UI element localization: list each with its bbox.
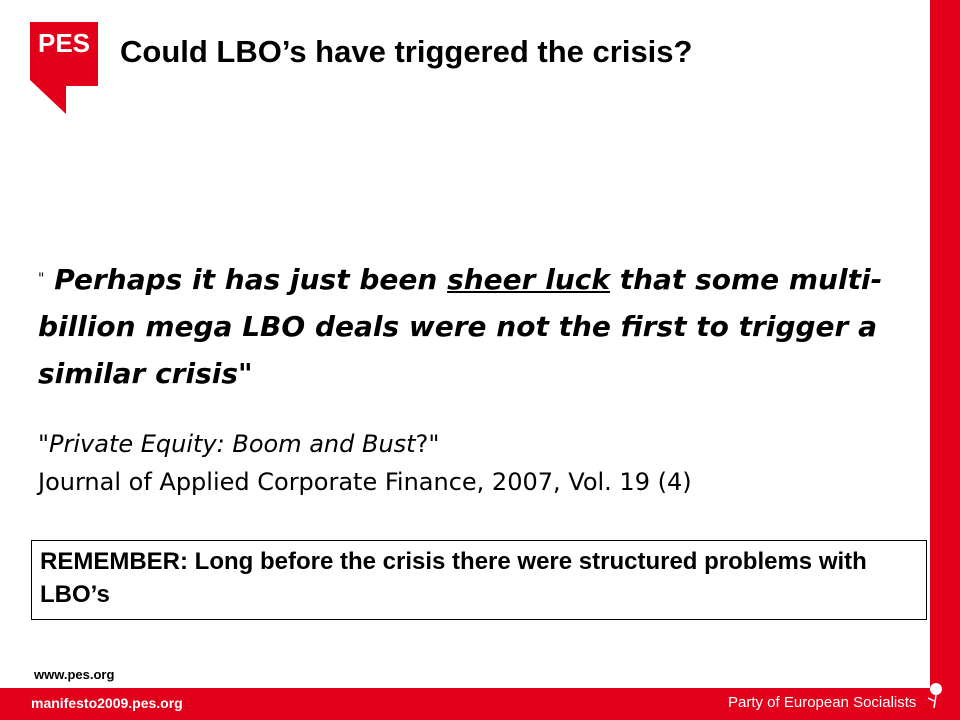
source-article-title: Private Equity: Boom and Bust — [49, 430, 416, 458]
remember-box: REMEMBER: Long before the crisis there were structured problems with LBO’s — [31, 540, 927, 620]
website-url: www.pes.org — [34, 667, 115, 682]
right-accent-bar — [930, 0, 960, 720]
slide-title: Could LBO’s have triggered the crisis? — [120, 34, 693, 69]
manifesto-url: manifesto2009.pes.org — [31, 695, 183, 711]
rose-icon — [922, 680, 948, 710]
quote-source — [38, 425, 928, 501]
quote-open-mark: " — [38, 271, 45, 287]
source-citation: Journal of Applied Corporate Finance, 2007, Vol. 19 (4) — [38, 468, 692, 496]
source-title-line — [38, 425, 928, 463]
quote-part-2: that some multi-billion mega LBO deals were not the first to trigger a similar crisis" — [38, 263, 883, 390]
logo-text: PES — [38, 28, 91, 58]
quote-underlined: sheer luck — [447, 263, 610, 296]
source-close-quote: ?" — [415, 430, 440, 458]
source-open-quote: " — [38, 430, 50, 458]
party-name: Party of European Socialists — [728, 694, 917, 711]
quote-part-1: Perhaps it has just been — [54, 263, 448, 296]
quote-text — [38, 256, 918, 397]
pes-logo-icon — [30, 22, 98, 114]
